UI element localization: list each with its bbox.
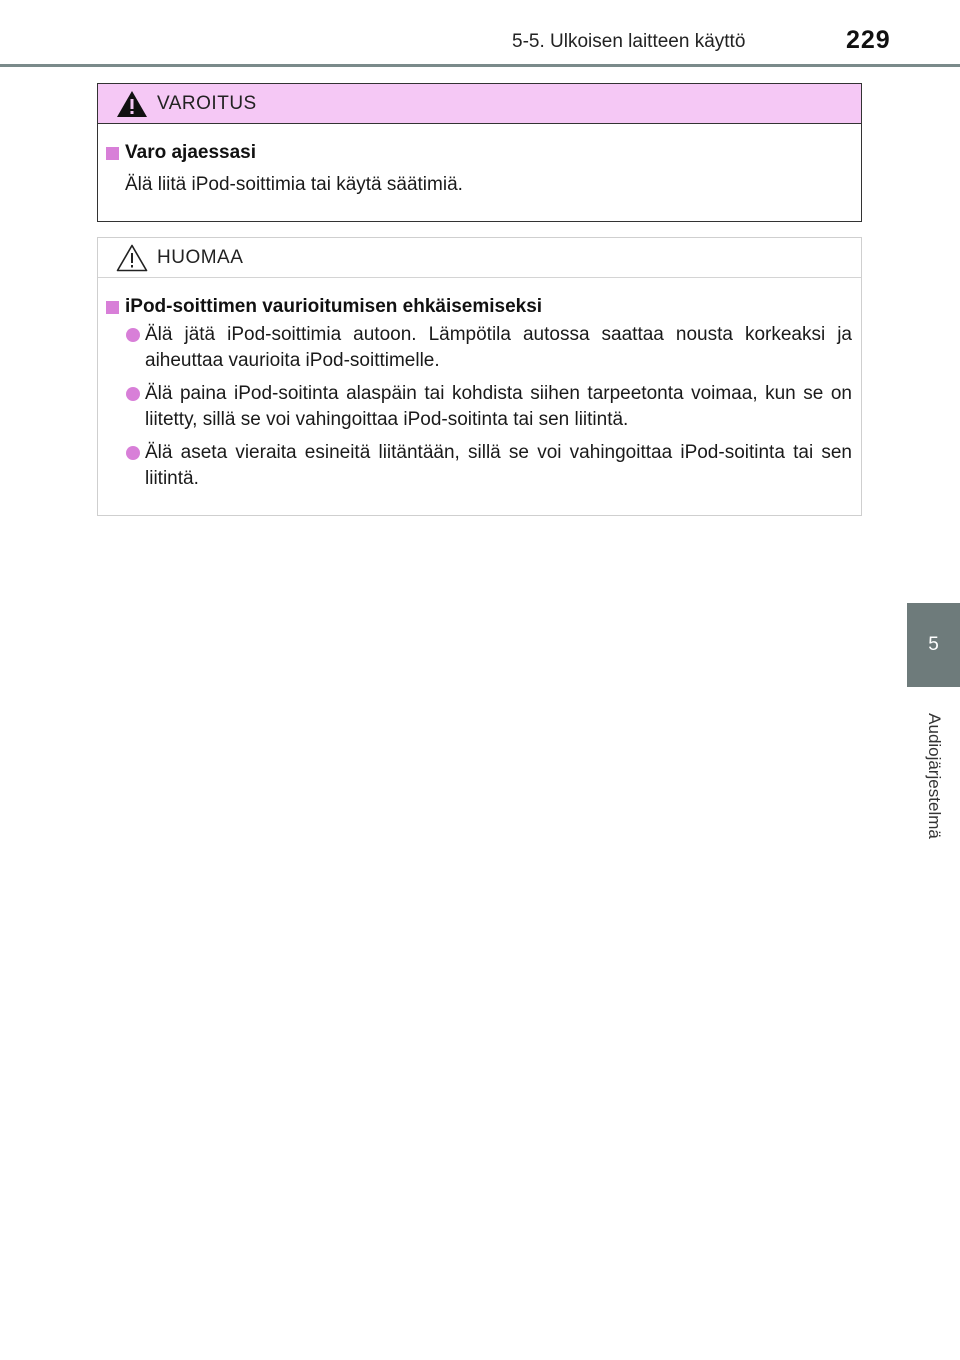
chapter-number: 5: [928, 634, 939, 655]
notice-body: [98, 278, 861, 492]
warning-body: [98, 124, 861, 198]
section-title: 5-5. Ulkoisen laitteen käyttö: [512, 31, 746, 52]
warning-triangle-icon: [115, 89, 149, 119]
chapter-tab[interactable]: [907, 603, 960, 687]
warning-box: [97, 83, 862, 222]
warning-title: VAROITUS: [157, 92, 257, 114]
notice-bullet: [126, 381, 852, 433]
notice-bullet: [126, 322, 852, 374]
circle-bullet-icon: [126, 387, 140, 401]
warning-header: [98, 84, 861, 124]
circle-bullet-icon: [126, 328, 140, 342]
square-bullet-icon: [106, 147, 119, 160]
warning-text: Älä liitä iPod-soittimia tai käytä säätimiä.: [125, 174, 463, 195]
header-divider: [0, 64, 960, 67]
notice-bullet-text: Älä aseta vieraita esineitä liitäntään, sillä se voi vahingoittaa iPod-soitinta tai sen liitintä.: [145, 442, 852, 489]
notice-heading-text: iPod-soittimen vaurioitumisen ehkäisemiseksi: [125, 296, 543, 317]
warning-heading: [106, 142, 852, 164]
notice-heading: [106, 296, 852, 318]
warning-heading-text: Varo ajaessasi: [125, 142, 256, 163]
notice-title: HUOMAA: [157, 246, 244, 268]
square-bullet-icon: [106, 301, 119, 314]
caution-triangle-icon: [115, 243, 149, 273]
notice-box: [97, 237, 862, 516]
circle-bullet-icon: [126, 446, 140, 460]
notice-bullet-text: Älä paina iPod-soitinta alaspäin tai kohdista siihen tarpeetonta voimaa, kun se on liitetty, sillä se voi vahingoittaa iPod-soitinta tai sen liitintä.: [145, 383, 852, 430]
notice-bullet: [126, 440, 852, 492]
page-number: 229: [846, 26, 891, 54]
chapter-label: Audiojärjestelmä: [925, 713, 944, 839]
notice-bullet-text: Älä jätä iPod-soittimia autoon. Lämpötila autossa saattaa nousta korkeaksi ja aiheuttaa vaurioita iPod-soittimelle.: [145, 324, 852, 371]
notice-header: [98, 238, 861, 278]
